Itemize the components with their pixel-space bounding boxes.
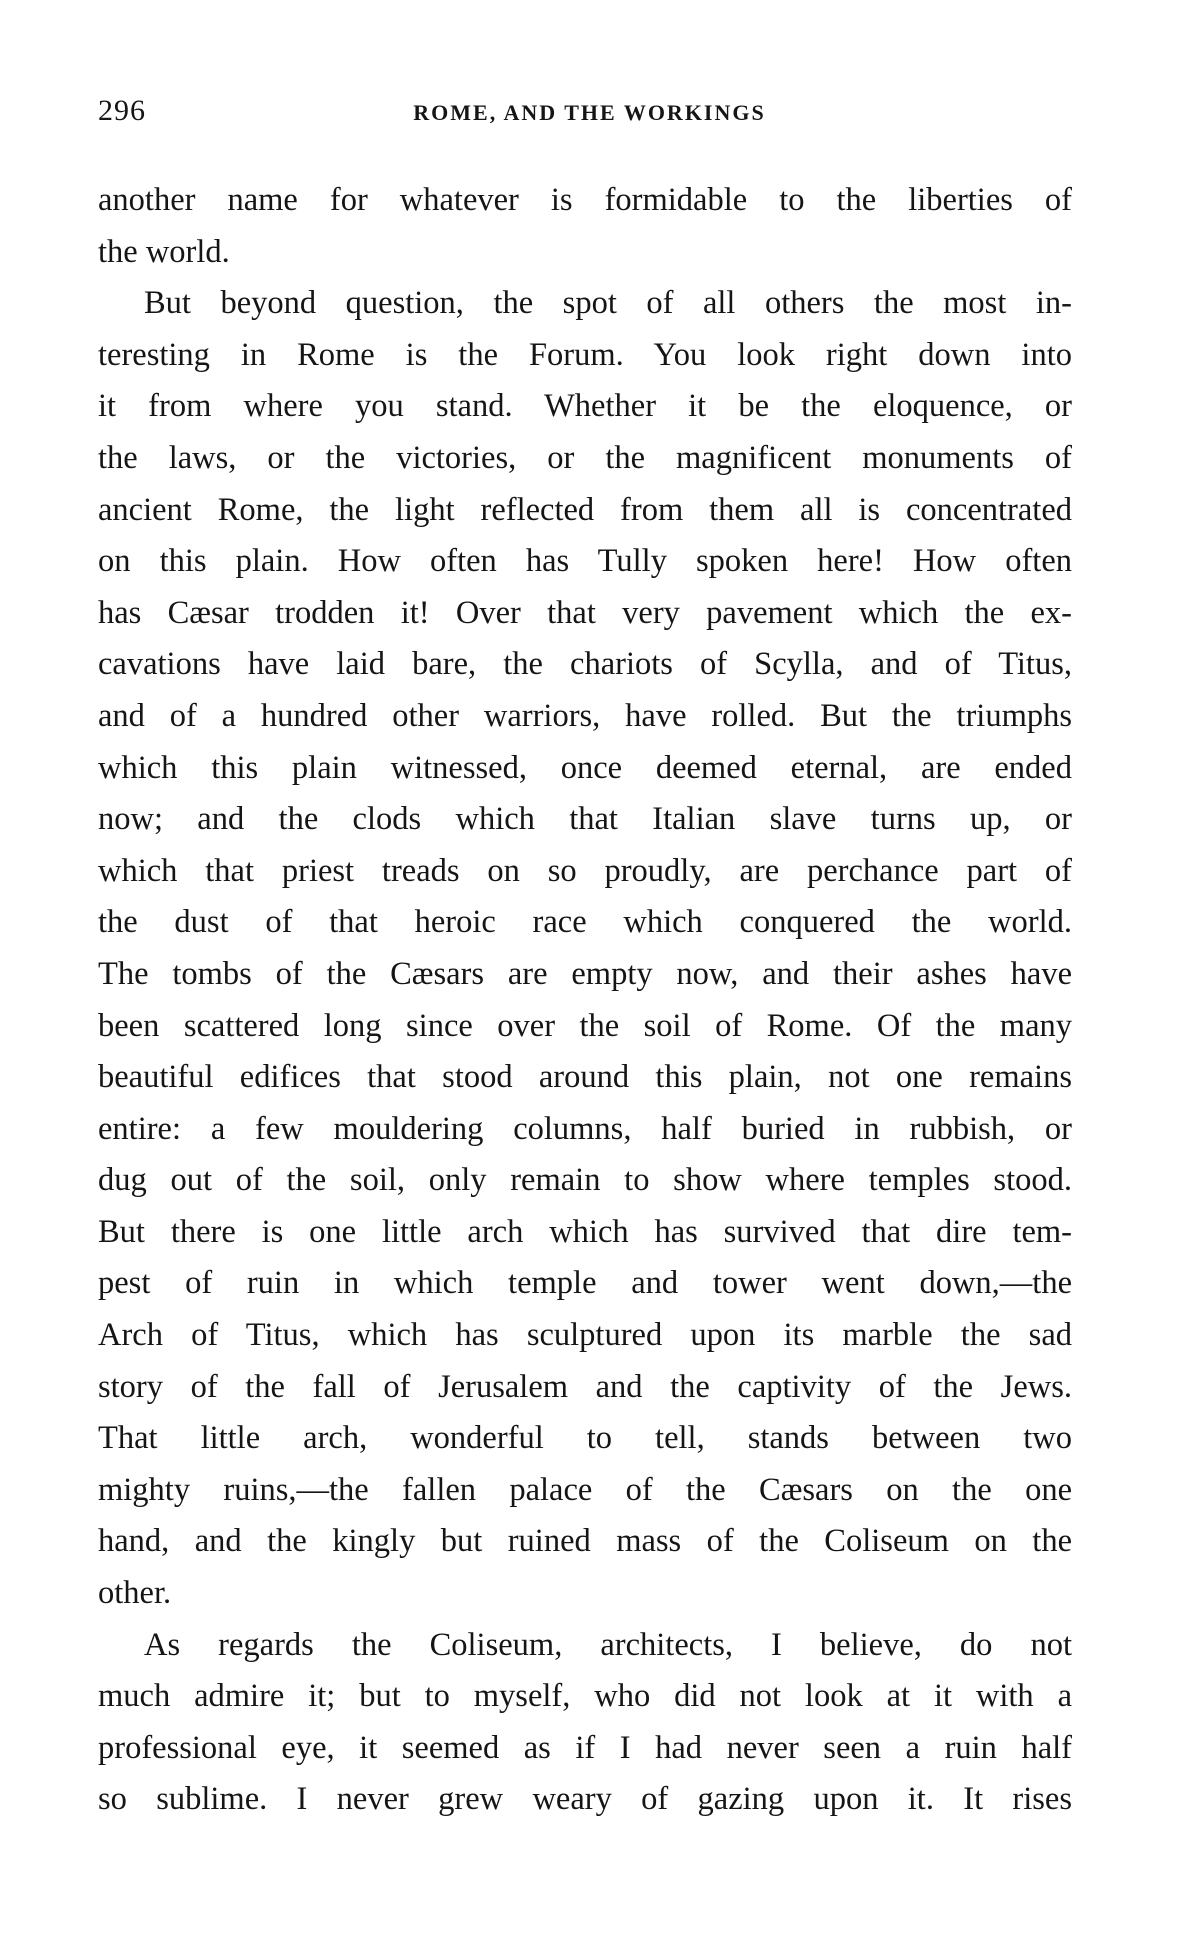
text-line: other. bbox=[98, 1575, 172, 1612]
text-line: pest of ruin in which temple and tower went down,—the bbox=[98, 1265, 1072, 1302]
paragraph bbox=[98, 175, 1072, 278]
text-line: much admire it; but to myself, who did not look at it with a bbox=[98, 1678, 1072, 1715]
text-line: But beyond question, the spot of all others the most in- bbox=[144, 285, 1072, 322]
text-line: professional eye, it seemed as if I had never seen a ruin half bbox=[98, 1729, 1072, 1766]
text-line: which that priest treads on so proudly, are perchance part of bbox=[98, 852, 1072, 889]
text-line: the dust of that heroic race which conquered the world. bbox=[98, 904, 1072, 941]
text-line: teresting in Rome is the Forum. You look right down into bbox=[98, 336, 1072, 373]
text-line: cavations have laid bare, the chariots of Scylla, and of Titus, bbox=[98, 646, 1072, 683]
text-line: entire: a few mouldering columns, half buried in rubbish, or bbox=[98, 1110, 1072, 1147]
text-line: so sublime. I never grew weary of gazing upon it. It rises bbox=[98, 1781, 1072, 1818]
page-number: 296 bbox=[98, 94, 146, 127]
paragraph bbox=[98, 1620, 1072, 1826]
text-line: That little arch, wonderful to tell, stands between two bbox=[98, 1420, 1072, 1457]
text-line: As regards the Coliseum, architects, I believe, do not bbox=[144, 1626, 1072, 1663]
text-line: The tombs of the Cæsars are empty now, and their ashes have bbox=[98, 955, 1072, 992]
text-line: the world. bbox=[98, 233, 230, 270]
text-line: which this plain witnessed, once deemed eternal, are ended bbox=[98, 749, 1072, 786]
text-line: the laws, or the victories, or the magnificent monuments of bbox=[98, 439, 1072, 476]
paragraph bbox=[98, 278, 1072, 1619]
text-line: beautiful edifices that stood around this plain, not one remains bbox=[98, 1059, 1072, 1096]
text-line: But there is one little arch which has survived that dire tem- bbox=[98, 1213, 1072, 1250]
text-line: been scattered long since over the soil of Rome. Of the many bbox=[98, 1007, 1072, 1044]
text-line: another name for whatever is formidable to the liberties of bbox=[98, 182, 1072, 218]
text-line: hand, and the kingly but ruined mass of the Coliseum on the bbox=[98, 1523, 1072, 1560]
text-line: it from where you stand. Whether it be the eloquence, or bbox=[98, 388, 1072, 425]
text-line: mighty ruins,—the fallen palace of the Cæsars on the one bbox=[98, 1471, 1072, 1508]
text-line: has Cæsar trodden it! Over that very pavement which the ex- bbox=[98, 594, 1072, 631]
running-head: ROME, AND THE WORKINGS bbox=[413, 100, 766, 125]
body-text bbox=[98, 175, 1072, 1826]
text-line: ancient Rome, the light reflected from them all is concentrated bbox=[98, 491, 1072, 528]
text-line: story of the fall of Jerusalem and the captivity of the Jews. bbox=[98, 1368, 1072, 1405]
text-line: Arch of Titus, which has sculptured upon its marble the sad bbox=[98, 1317, 1072, 1354]
text-line: dug out of the soil, only remain to show where temples stood. bbox=[98, 1162, 1072, 1199]
text-line: on this plain. How often has Tully spoken here! How often bbox=[98, 543, 1072, 580]
text-line: and of a hundred other warriors, have rolled. But the triumphs bbox=[98, 697, 1072, 734]
text-line: now; and the clods which that Italian slave turns up, or bbox=[98, 801, 1072, 838]
